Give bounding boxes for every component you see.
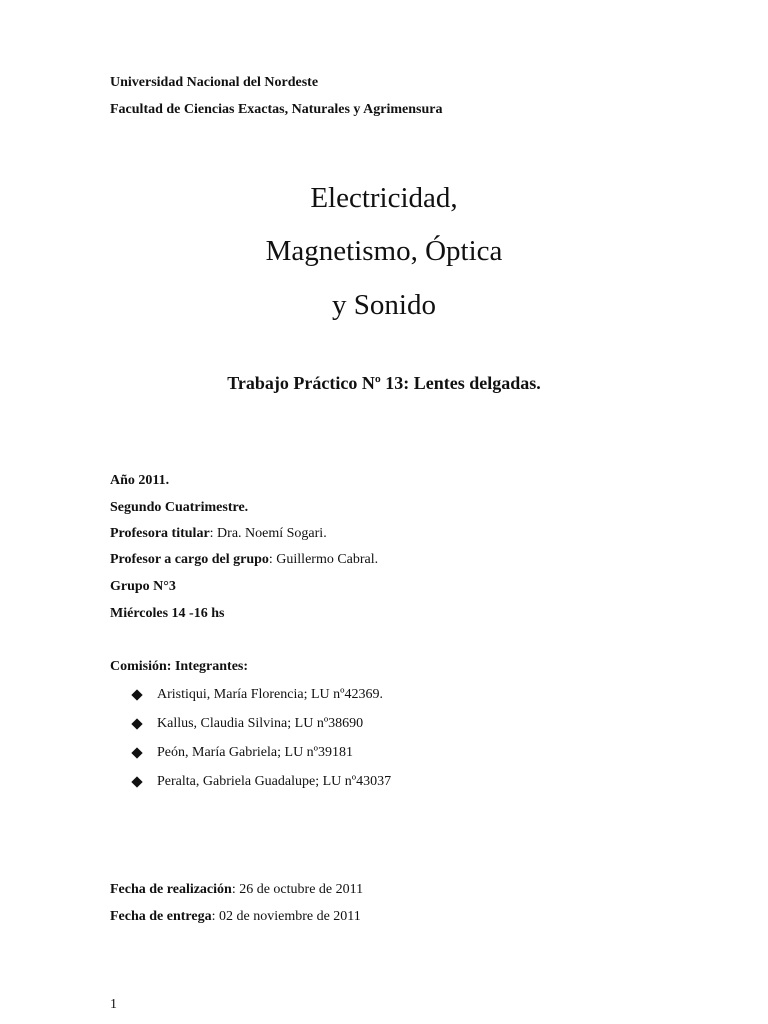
- list-item: [130, 687, 383, 703]
- member-name: Peón, María Gabriela; LU nº39181: [157, 745, 354, 760]
- diamond-bullet-icon: [131, 747, 142, 758]
- term-line: Segundo Cuatrimestre.: [110, 500, 249, 515]
- group-professor-line: [110, 553, 378, 567]
- page-number: 1: [110, 997, 117, 1012]
- realization-date-label: Fecha de realización: [110, 882, 232, 897]
- diamond-bullet-icon: [131, 718, 142, 729]
- list-item: [130, 774, 391, 790]
- diamond-bullet-icon: [131, 776, 142, 787]
- group-line: Grupo N°3: [110, 579, 176, 594]
- member-name: Kallus, Claudia Silvina; LU nº38690: [157, 716, 364, 731]
- realization-date-value: : 26 de octubre de 2011: [231, 882, 364, 897]
- year-line: Año 2011.: [110, 473, 170, 488]
- list-item: [130, 716, 363, 732]
- member-name: Aristiqui, María Florencia; LU nº42369.: [157, 687, 383, 702]
- delivery-date-value: : 02 de noviembre de 2011: [211, 909, 361, 924]
- members-heading: Comisión: Integrantes:: [110, 659, 249, 674]
- delivery-date-line: [110, 910, 361, 924]
- professor-line: [110, 527, 327, 541]
- professor-label: Profesora titular: [110, 526, 210, 541]
- diamond-bullet-icon: [131, 689, 142, 700]
- delivery-date-label: Fecha de entrega: [110, 909, 212, 924]
- title-line-1: Electricidad,: [310, 182, 458, 214]
- member-name: Peralta, Gabriela Guadalupe; LU nº43037: [157, 774, 392, 789]
- realization-date-line: [110, 883, 363, 897]
- university-name: Universidad Nacional del Nordeste: [110, 75, 319, 90]
- group-professor-value: : Guillermo Cabral.: [268, 552, 379, 567]
- title-line-3: y Sonido: [332, 289, 436, 321]
- practical-work-title: Trabajo Práctico Nº 13: Lentes delgadas.: [227, 373, 541, 393]
- title-line-2: Magnetismo, Óptica: [265, 235, 503, 267]
- schedule-line: Miércoles 14 -16 hs: [110, 606, 225, 621]
- list-item: [130, 745, 353, 761]
- group-professor-label: Profesor a cargo del grupo: [110, 552, 269, 567]
- professor-value: : Dra. Noemí Sogari.: [209, 526, 327, 541]
- faculty-name: Facultad de Ciencias Exactas, Naturales y Agrimensura: [110, 102, 443, 117]
